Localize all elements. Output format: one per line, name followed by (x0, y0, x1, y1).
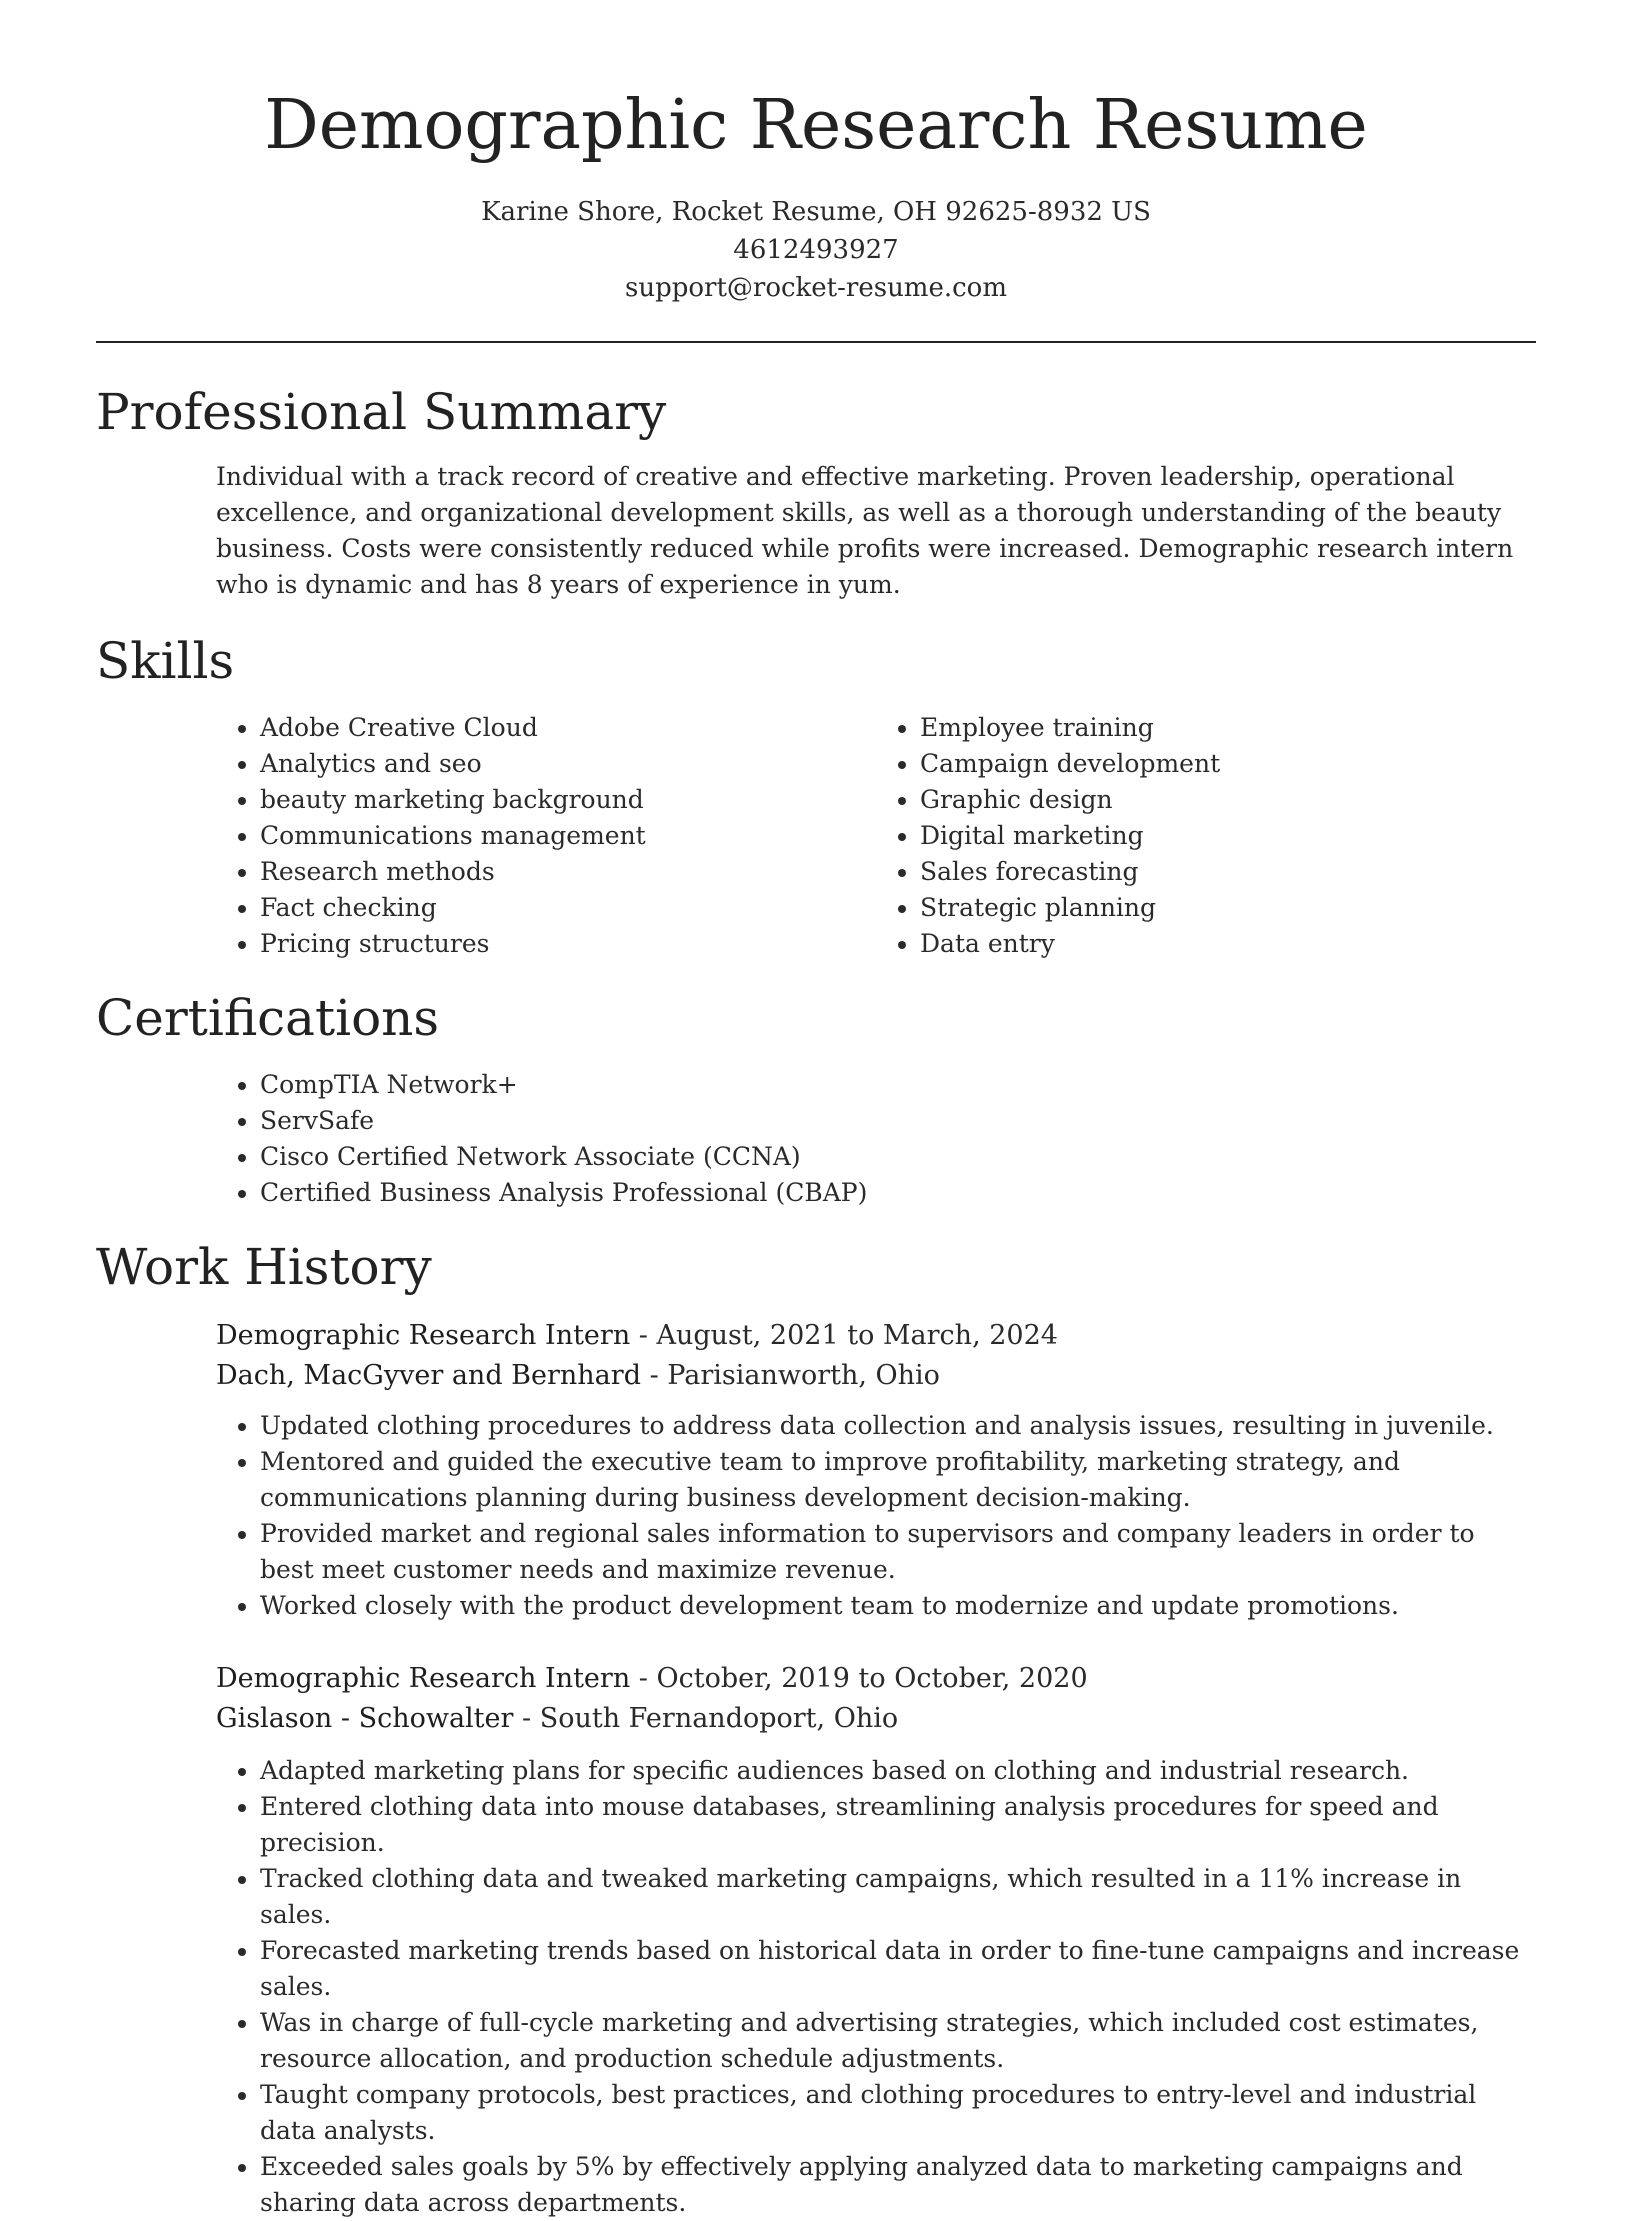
skill-item: • Pricing structures (260, 926, 876, 962)
skill-item: • beauty marketing background (260, 782, 876, 818)
job-bullet: • Updated clothing procedures to address data collection and analysis issues, resulting in juvenile. (260, 1408, 1536, 1444)
job-company-line (216, 1356, 1536, 1396)
skill-item: • Analytics and seo (260, 746, 876, 782)
job-bullet: • Provided market and regional sales information to supervisors and company leaders in order to best meet customer needs and maximize revenue. (260, 1516, 1536, 1588)
skill-item: • Campaign development (920, 746, 1536, 782)
skill-item: • Research methods (260, 854, 876, 890)
certifications-list (216, 1067, 1536, 1211)
skill-item: • Graphic design (920, 782, 1536, 818)
resume-title: Demographic Research Resume (264, 86, 1368, 165)
work-history-heading: Work History (96, 1238, 432, 1296)
contact-email: support@rocket-resume.com (624, 273, 1007, 303)
skill-item: • Strategic planning (920, 890, 1536, 926)
job-bullet: • Mentored and guided the executive team to improve profitability, marketing strategy, and communications planning during business development decision-making. (260, 1444, 1536, 1516)
job-bullet: • Taught company protocols, best practices, and clothing procedures to entry-level and industrial data analysts. (260, 2077, 1536, 2149)
job-role: Demographic Research Intern (216, 1320, 631, 1351)
job-bullet: • Exceeded sales goals by 5% by effectively applying analyzed data to marketing campaigns and sharing data across departments. (260, 2149, 1536, 2221)
job-entry (216, 1316, 1536, 1624)
job-bullet: • Adapted marketing plans for specific audiences based on clothing and industrial research. (260, 1753, 1536, 1789)
skill-item: • Data entry (920, 926, 1536, 962)
summary-text: Individual with a track record of creative and effective marketing. Proven leadership, operational excellence, and organizational development skills, as well as a thorough understanding of the beauty business. Costs were consistently reduced while profits were increased. Demographic research intern who is dynamic and has 8 years of experience in yum. (216, 462, 1514, 599)
certification-item: • Cisco Certified Network Associate (CCNA) (260, 1139, 1536, 1175)
job-bullet: • Entered clothing data into mouse databases, streamlining analysis procedures for speed and precision. (260, 1789, 1536, 1861)
job-entry (216, 1659, 1536, 2221)
job-dates: - October, 2019 to October, 2020 (630, 1663, 1088, 1694)
skill-item: • Adobe Creative Cloud (260, 710, 876, 746)
skills-list (216, 710, 1536, 962)
job-bullets (96, 1753, 1536, 2221)
skill-item: • Fact checking (260, 890, 876, 926)
skill-item: • Employee training (920, 710, 1536, 746)
header-divider (96, 341, 1536, 343)
skills-column-right (876, 710, 1536, 962)
job-role: Demographic Research Intern (216, 1663, 631, 1694)
certifications-bullets (216, 1067, 1536, 1211)
contact-block (96, 193, 1536, 307)
job-company-line (216, 1699, 1536, 1739)
job-location: - Parisianworth, Ohio (640, 1360, 940, 1391)
job-bullets (96, 1408, 1536, 1624)
skill-item: • Sales forecasting (920, 854, 1536, 890)
job-bullet: • Tracked clothing data and tweaked marketing campaigns, which resulted in a 11% increase in sales. (260, 1861, 1536, 1933)
job-title-line (216, 1316, 1536, 1356)
certification-item: • Certified Business Analysis Professional (CBAP) (260, 1175, 1536, 1211)
job-company: Dach, MacGyver and Bernhard (216, 1360, 641, 1391)
certification-item: • ServSafe (260, 1103, 1536, 1139)
skill-item: • Communications management (260, 818, 876, 854)
job-company: Gislason - Schowalter (216, 1703, 514, 1734)
job-dates: - August, 2021 to March, 2024 (630, 1320, 1058, 1351)
certifications-heading: Certifications (96, 989, 440, 1047)
summary-heading: Professional Summary (96, 383, 667, 441)
job-location: - South Fernandoport, Ohio (513, 1703, 899, 1734)
skill-item: • Digital marketing (920, 818, 1536, 854)
job-title-line (216, 1659, 1536, 1699)
contact-address: Karine Shore, Rocket Resume, OH 92625-8932 US (481, 197, 1151, 227)
contact-phone: 4612493927 (733, 235, 899, 265)
certification-item: • CompTIA Network+ (260, 1067, 1536, 1103)
skills-heading: Skills (96, 632, 235, 690)
job-bullet: • Worked closely with the product development team to modernize and update promotions. (260, 1588, 1536, 1624)
job-bullet: • Was in charge of full-cycle marketing and advertising strategies, which included cost estimates, resource allocation, and production schedule adjustments. (260, 2005, 1536, 2077)
job-bullet: • Forecasted marketing trends based on historical data in order to fine-tune campaigns and increase sales. (260, 1933, 1536, 2005)
skills-column-left (216, 710, 876, 962)
